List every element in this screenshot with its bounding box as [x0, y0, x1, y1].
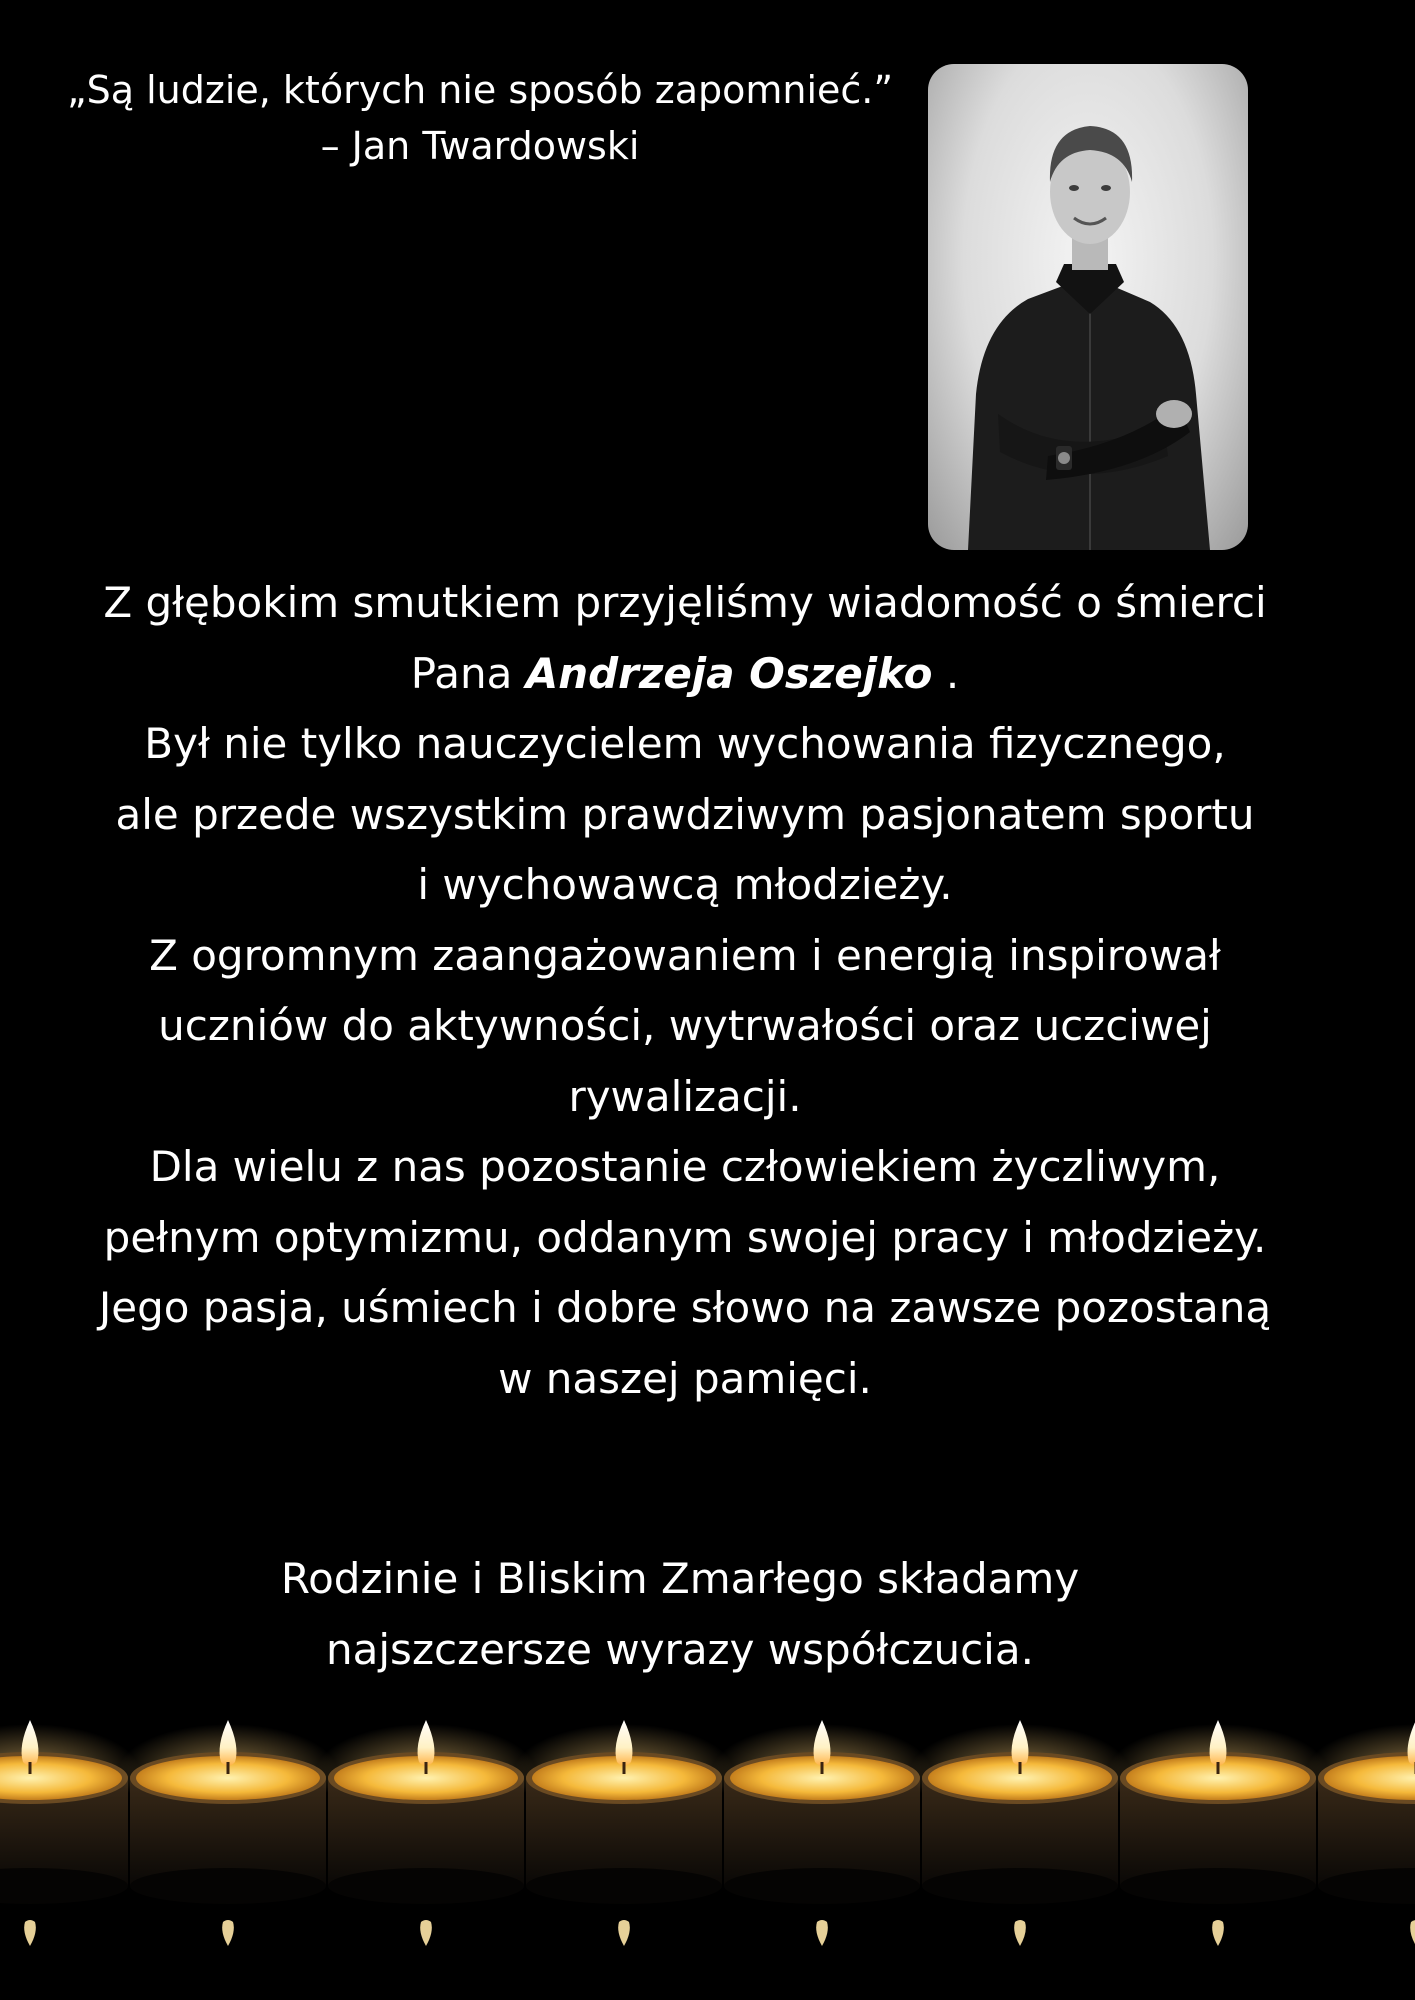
quote-block	[50, 62, 910, 174]
obituary-line: Z ogromnym zaangażowaniem i energią inspirował	[149, 930, 1221, 980]
candle	[1108, 1720, 1328, 1946]
obituary-line: Z głębokim smutkiem przyjęliśmy wiadomość o śmierci	[103, 578, 1267, 627]
tealight-candles-icon	[0, 1700, 1415, 2000]
candle	[514, 1720, 734, 1946]
name-suffix: .	[945, 648, 960, 698]
obituary-name-line	[80, 639, 1290, 710]
quote-text: „Są ludzie, których nie sposób zapomnieć.”	[66, 68, 894, 112]
obituary-text	[80, 568, 1290, 1414]
quote-author: – Jan Twardowski	[320, 124, 640, 168]
name-prefix: Pana	[410, 648, 513, 698]
obituary-line: Dla wielu z nas pozostanie człowiekiem życzliwym,	[149, 1142, 1221, 1191]
obituary-line: i wychowawcą młodzieży.	[417, 860, 953, 909]
portrait-photo	[928, 64, 1248, 550]
candle	[118, 1720, 338, 1946]
candle	[316, 1720, 536, 1946]
deceased-name: Andrzeja Oszejko	[525, 648, 933, 698]
condolence-text	[80, 1544, 1280, 1685]
obituary-line: uczniów do aktywności, wytrwałości oraz uczciwej	[158, 1001, 1212, 1050]
condolence-line: najszczersze wyrazy współczucia.	[326, 1624, 1034, 1674]
obituary-line: pełnym optymizmu, oddanym swojej pracy i młodzieży.	[103, 1212, 1267, 1262]
candle	[1306, 1720, 1415, 1946]
portrait-icon	[928, 64, 1248, 550]
obituary-line: ale przede wszystkim prawdziwym pasjonatem sportu	[115, 789, 1255, 839]
candle	[910, 1720, 1130, 1946]
obituary-line: w naszej pamięci.	[498, 1353, 872, 1403]
candle	[0, 1720, 140, 1946]
condolence-line: Rodzinie i Bliskim Zmarłego składamy	[280, 1554, 1080, 1603]
candles-decoration	[0, 1700, 1415, 2000]
obituary-line: Był nie tylko nauczycielem wychowania fizycznego,	[144, 719, 1226, 768]
obituary-line: rywalizacji.	[568, 1071, 802, 1121]
candle	[712, 1720, 932, 1946]
obituary-line: Jego pasja, uśmiech i dobre słowo na zawsze pozostaną	[98, 1283, 1272, 1332]
